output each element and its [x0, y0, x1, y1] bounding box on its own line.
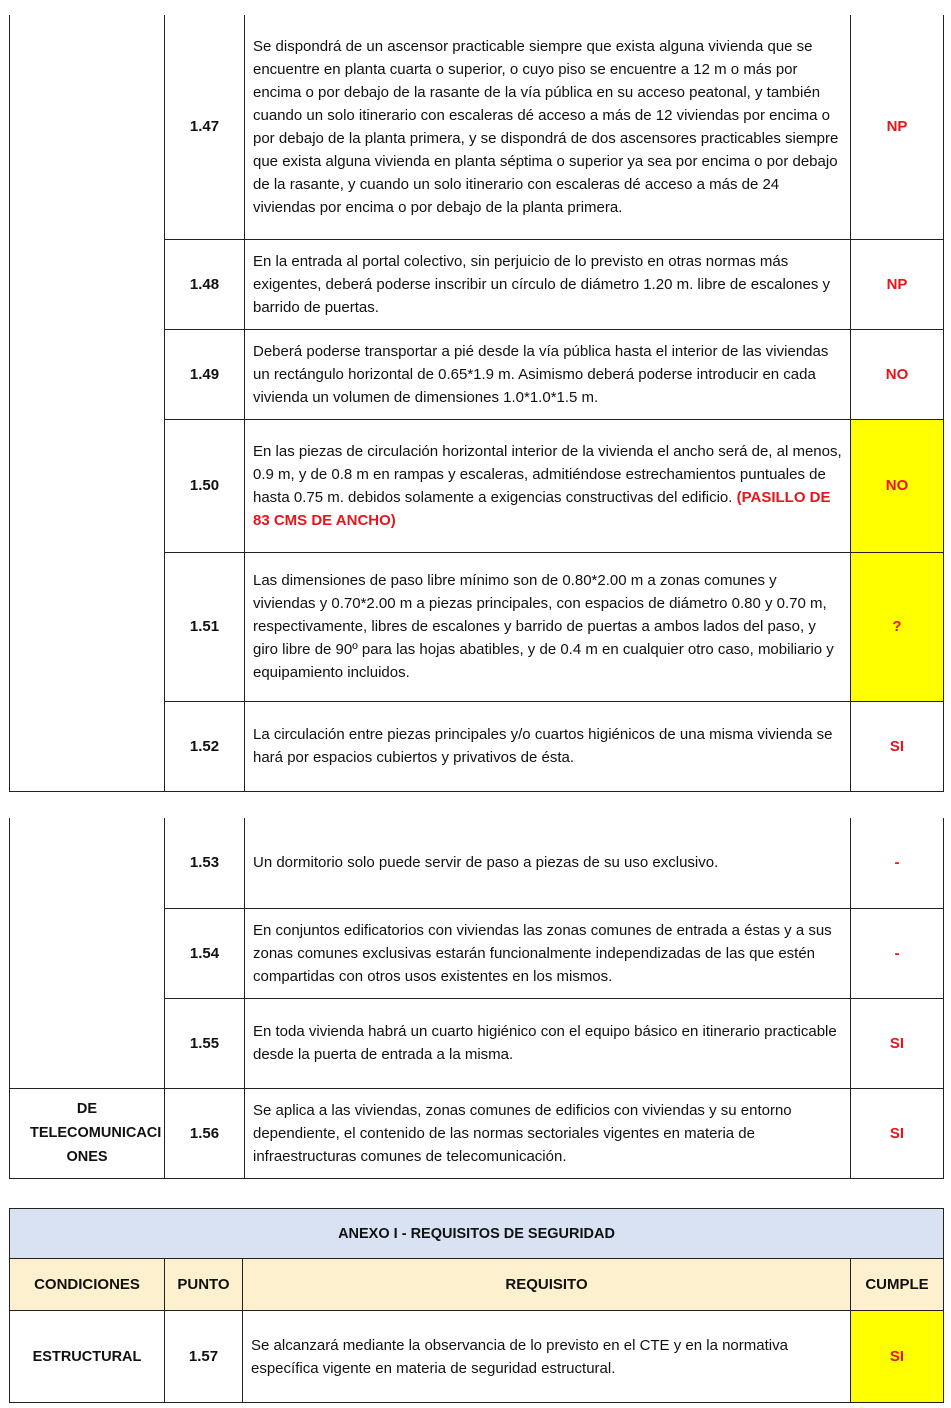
requisito-cell: Se dispondrá de un ascensor practicable siempre que exista alguna vivienda que se encuentre en planta cuarta o superior, o cuyo piso se encuentre a 12 m o más por encima o por debajo de la rasante de la vía pública en su acceso peatonal, y también cuando un solo itinerario con escaleras dé acceso a más de 12 viviendas por encima o por debajo de la planta primera, y se dispondrá de dos ascensores practicables siempre que exista alguna vivienda en planta séptima o superior ya sea por encima o por debajo de la rasante, y cuando un solo itinerario con escaleras dé acceso a más de 24 viviendas por encima o por debajo de la planta primera. [245, 15, 851, 239]
header-punto: PUNTO [165, 1259, 243, 1311]
requisito-cell: Un dormitorio solo puede servir de paso a piezas de su uso exclusivo. [245, 818, 851, 908]
punto-cell: 1.48 [165, 239, 245, 329]
punto-cell: 1.55 [165, 998, 245, 1088]
punto-cell: 1.47 [165, 15, 245, 239]
anexo-title-row [10, 1209, 944, 1259]
cumple-cell-highlighted: ? [851, 552, 944, 701]
requisito-note: (PASILLO DE 83 CMS DE ANCHO) [253, 488, 831, 529]
header-condiciones: CONDICIONES [10, 1259, 165, 1311]
requisito-cell: En conjuntos edificatorios con viviendas las zonas comunes de entrada a éstas y a sus zonas comunes exclusivas estarán funcionalmente independizadas de las que estén compartidas con otros usos existentes en los mismos. [245, 908, 851, 998]
cumple-cell: SI [851, 701, 944, 791]
condition-cell-telecom: DE TELECOMUNICACI ONES [10, 1088, 165, 1178]
punto-cell: 1.50 [165, 419, 245, 552]
requisito-cell: Se alcanzará mediante la observancia de lo previsto en el CTE y en la normativa específica vigente en materia de seguridad estructural. [243, 1311, 851, 1403]
punto-cell: 1.56 [165, 1088, 245, 1178]
cumple-cell: - [851, 818, 944, 908]
condition-cell-empty [10, 15, 165, 791]
punto-cell: 1.49 [165, 329, 245, 419]
table-row [10, 1311, 944, 1403]
header-row [10, 1259, 944, 1311]
cumple-cell: SI [851, 1088, 944, 1178]
condition-cell-empty [10, 818, 165, 1088]
cumple-cell: NP [851, 239, 944, 329]
cumple-cell: SI [851, 998, 944, 1088]
requisito-cell: En toda vivienda habrá un cuarto higiénico con el equipo básico en itinerario practicable desde la puerta de entrada a la misma. [245, 998, 851, 1088]
anexo-title: ANEXO I - REQUISITOS DE SEGURIDAD [10, 1209, 944, 1259]
cumple-cell: NO [851, 329, 944, 419]
punto-cell: 1.52 [165, 701, 245, 791]
requisito-cell: Deberá poderse transportar a pié desde la vía pública hasta el interior de las viviendas un rectángulo horizontal de 0.65*1.9 m. Asimismo deberá poderse introducir en cada vivienda un volumen de dimensiones 1.0*1.0*1.5 m. [245, 329, 851, 419]
cumple-cell-highlighted: SI [851, 1311, 944, 1403]
requisito-cell: Se aplica a las viviendas, zonas comunes de edificios con viviendas y su entorno dependiente, el contenido de las normas sectoriales vigentes en materia de infraestructuras comunes de telecomunicación. [245, 1088, 851, 1178]
table-row [10, 818, 944, 908]
condition-cell-estructural: ESTRUCTURAL [10, 1311, 165, 1403]
header-requisito: REQUISITO [243, 1259, 851, 1311]
table-row-telecom [10, 1088, 944, 1178]
requirements-table-top [9, 15, 944, 792]
requisito-text: En las piezas de circulación horizontal interior de la vivienda el ancho será de, al menos, 0.9 m, y de 0.8 m en rampas y escaleras, admitiéndose estrechamientos puntuales de hasta 0.75 m. debidos solamente a exigencias constructivas del edificio. [253, 442, 842, 506]
header-cumple: CUMPLE [851, 1259, 944, 1311]
requisito-cell: Las dimensiones de paso libre mínimo son de 0.80*2.00 m a zonas comunes y viviendas y 0.70*2.00 m a piezas principales, con espacios de diámetro 0.80 y 0.70 m, respectivamente, libres de escalones y barrido de puertas a ambos lados del paso, y giro libre de 90º para las hojas abatibles, y de 0.4 m en cualquier otro caso, mobiliario y equipamiento incluidos. [245, 552, 851, 701]
requisito-cell: En la entrada al portal colectivo, sin perjuicio de lo previsto en otras normas más exigentes, deberá poderse inscribir un círculo de diámetro 1.20 m. libre de escalones y barrido de puertas. [245, 239, 851, 329]
requisito-cell: La circulación entre piezas principales y/o cuartos higiénicos de una misma vivienda se hará por espacios cubiertos y privativos de ésta. [245, 701, 851, 791]
requirements-table-middle [9, 818, 944, 1179]
punto-cell: 1.54 [165, 908, 245, 998]
cumple-cell: - [851, 908, 944, 998]
cumple-cell: NP [851, 15, 944, 239]
punto-cell: 1.57 [165, 1311, 243, 1403]
table-row [10, 15, 944, 239]
cumple-cell-highlighted: NO [851, 419, 944, 552]
punto-cell: 1.51 [165, 552, 245, 701]
requisito-cell [245, 419, 851, 552]
anexo-security-table [9, 1208, 944, 1403]
punto-cell: 1.53 [165, 818, 245, 908]
